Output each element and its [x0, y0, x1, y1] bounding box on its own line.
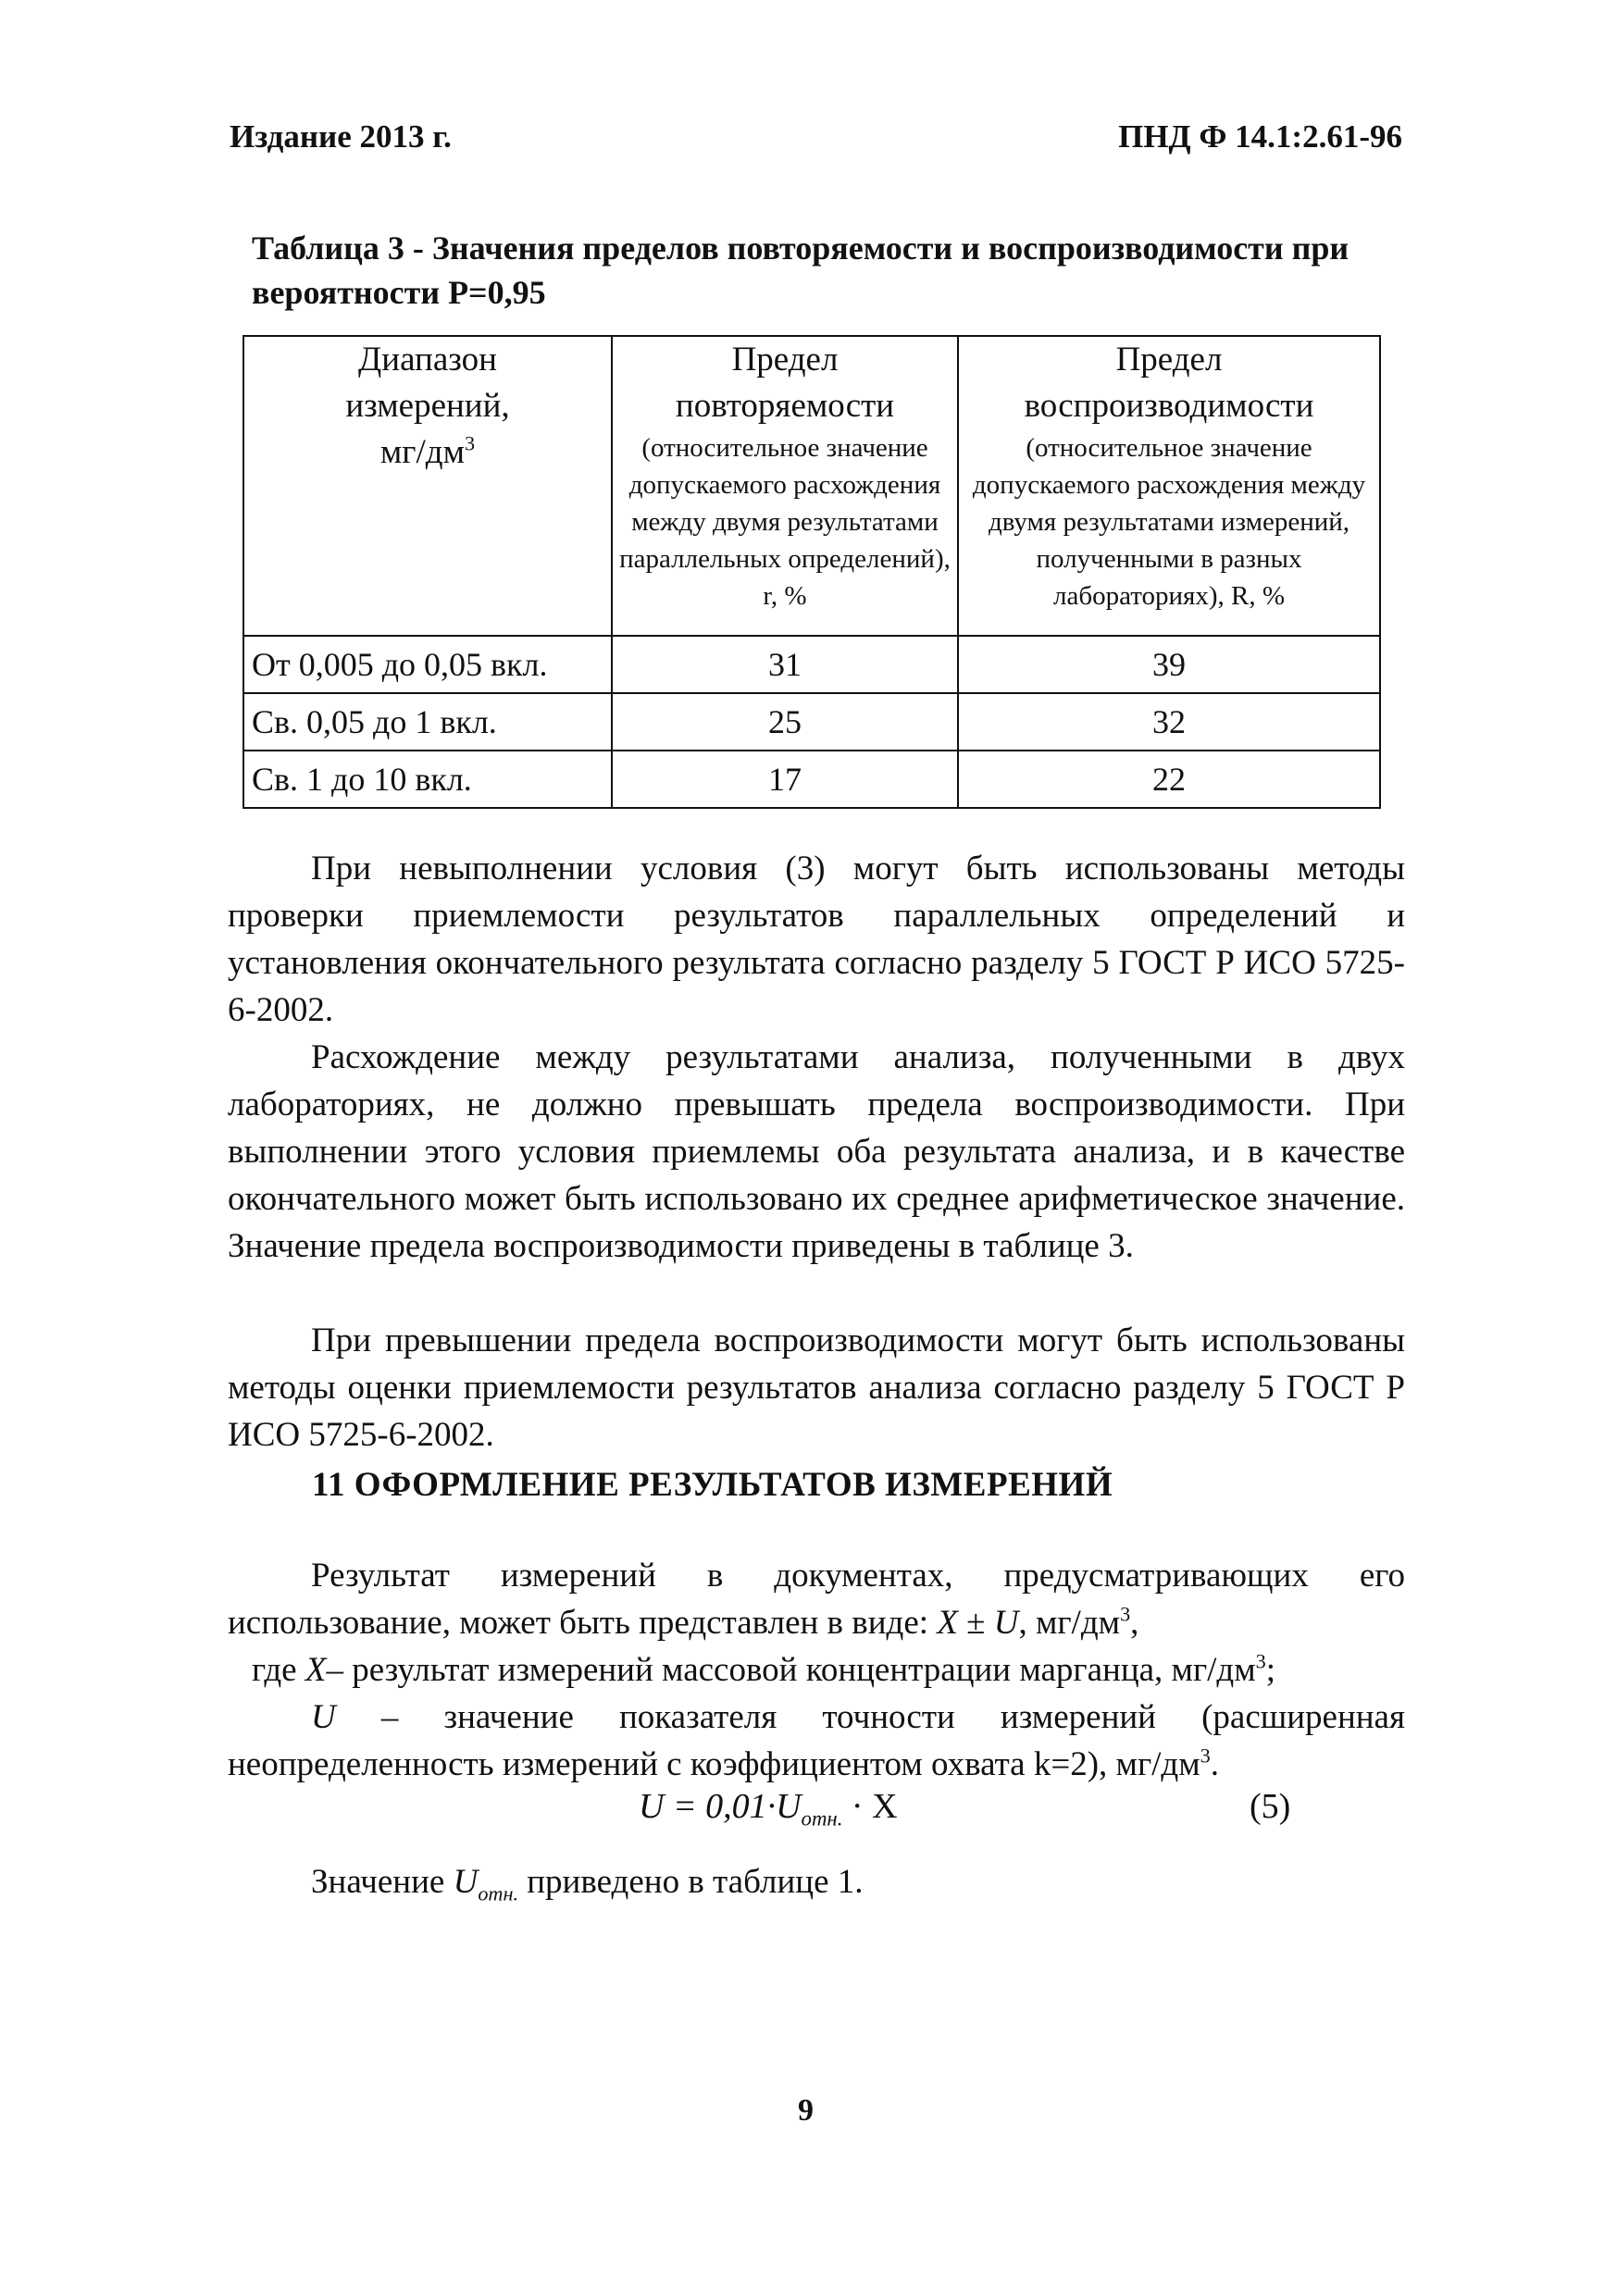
reproducibility-cell: 22	[958, 751, 1380, 808]
page-number: 9	[798, 2093, 814, 2128]
header-repeatability-line1: Предел	[731, 341, 839, 379]
paragraph-result-form: Результат измерений в документах, предусматривающих его использование, может быть представлен в виде: X ± U, $мг/дм^3$,	[228, 1557, 1405, 1642]
paragraph-acceptability-methods: При невыполнении условия (3) могут быть использованы методы проверки приемлемости результатов параллельных определений и установления окончательного результата согласно разделу 5 ГОСТ Р ИСО 5725-6-2002.	[228, 850, 1405, 1029]
header-range-line1: Диапазон	[358, 341, 497, 379]
header-range-unit: $мг/дм^3$	[379, 431, 476, 471]
range-cell: Св. 1 до 10 вкл.	[243, 751, 612, 808]
paragraph-where-u: U – значение показателя точности измерений (расширенная неопределенность измерений с коэффициентом охвата k=2), $мг/дм^3$.	[228, 1698, 1405, 1783]
section-title: 11 ОФОРМЛЕНИЕ РЕЗУЛЬТАТОВ ИЗМЕРЕНИЙ	[312, 1466, 1113, 1504]
header-repeatability-note: (относительное значение допускаемого расхождения между двумя результатами параллельных определений), r, %	[619, 433, 951, 611]
paragraph-reproducibility-condition: Расхождение между результатами анализа, полученными в двух лабораториях, не должно превышать предела воспроизводимости. При выполнении этого условия приемлемы оба результата анализа, и в качестве окончательного может быть использовано их среднее арифметическое значение. Значение предела воспроизводимости приведены в таблице 3.	[228, 1038, 1405, 1265]
header-reproducibility-line1: Предел	[1115, 341, 1223, 379]
repeatability-cell: 25	[612, 693, 958, 751]
limits-table	[243, 335, 1381, 809]
header-reproducibility	[958, 336, 1380, 636]
formula-5: $U = 0,01\cdot U_{отн.} \cdot X$	[639, 1787, 898, 1831]
header-repeatability	[612, 336, 958, 636]
repeatability-cell: 31	[612, 636, 958, 693]
header-range-line2: измерений,	[345, 387, 510, 425]
table-caption: Таблица 3 - Значения пределов повторяемости и воспроизводимости при вероятности Р=0,95	[252, 230, 1350, 311]
edition-header: Издание 2013 г.	[230, 118, 452, 155]
reproducibility-cell: 32	[958, 693, 1380, 751]
table-row	[243, 693, 1380, 751]
formula-number: (5)	[1250, 1787, 1291, 1826]
range-cell: Св. 0,05 до 1 вкл.	[243, 693, 612, 751]
paragraph-uotn-reference: Значение $U_{отн.}$ приведено в таблице 1.	[311, 1863, 864, 1905]
header-repeatability-line2: повторяемости	[675, 387, 895, 425]
repeatability-cell: 17	[612, 751, 958, 808]
header-reproducibility-note: (относительное значение допускаемого расхождения между двумя результатами измерений, полученными в разных лабораториях), R, %	[972, 433, 1366, 611]
paragraph-where-x: где X– результат измерений массовой концентрации марганца, $мг/дм^3$;	[252, 1649, 1276, 1689]
header-reproducibility-line2: воспроизводимости	[1024, 387, 1314, 425]
table-header-row	[243, 336, 1380, 636]
table-row	[243, 636, 1380, 693]
reproducibility-cell: 39	[958, 636, 1380, 693]
header-range	[243, 336, 612, 636]
document-code-header: ПНД Ф 14.1:2.61-96	[1118, 118, 1402, 155]
range-cell: От 0,005 до 0,05 вкл.	[243, 636, 612, 693]
paragraph-exceeding-limit: При превышении предела воспроизводимости могут быть использованы методы оценки приемлемости результатов анализа согласно разделу 5 ГОСТ Р ИСО 5725-6-2002.	[228, 1322, 1405, 1454]
table-row	[243, 751, 1380, 808]
